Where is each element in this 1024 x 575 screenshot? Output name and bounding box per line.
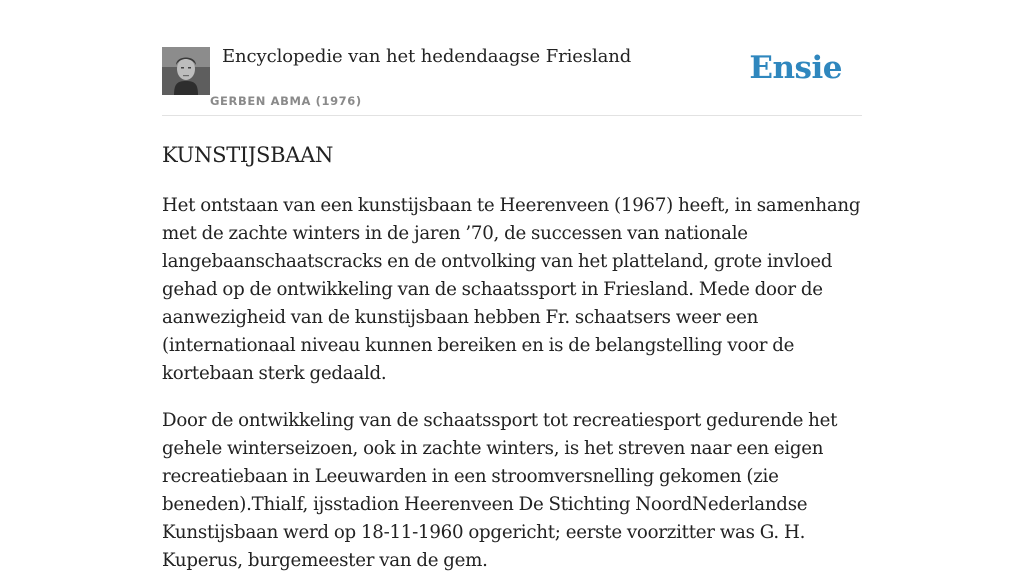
article bbox=[162, 140, 862, 575]
paragraph: Door de ontwikkeling van de schaatssport tot recreatiesport gedurende het gehele winterseizoen, ook in zachte winters, is het streven naar een eigen recreatiebaan in Leeuwarden in een stroomversnelling gekomen (zie beneden).Thialf, ijsstadion Heerenveen De Stichting NoordNederlandse Kunstijsbaan werd op 18-11-1960 opgericht; eerste voorzitter was G. H. Kuperus, burgemeester van de gem. bbox=[162, 410, 838, 571]
author-portrait-icon bbox=[162, 47, 210, 95]
entry-title: KUNSTIJSBAAN bbox=[162, 143, 334, 167]
book-title[interactable]: Encyclopedie van het hedendaagse Friesland bbox=[222, 46, 632, 67]
author-avatar[interactable] bbox=[162, 47, 210, 95]
ensie-logo[interactable]: Ensie bbox=[749, 50, 842, 86]
paragraph: Het ontstaan van een kunstijsbaan te Heerenveen (1967) heeft, in samenhang met de zachte winters in de jaren ’70, de successen van nationale langebaanschaatscracks en de ontvolking van het platteland, grote invloed gehad op de ontwikkeling van de schaatssport in Friesland. Mede door de aanwezigheid van de kunstijsbaan hebben Fr. schaatsers weer een (internationaal niveau kunnen bereiken en is de belangstelling voor de kortebaan sterk gedaald. bbox=[162, 195, 861, 384]
book-header bbox=[162, 0, 862, 116]
author-name[interactable]: GERBEN ABMA (1976) bbox=[210, 94, 362, 108]
